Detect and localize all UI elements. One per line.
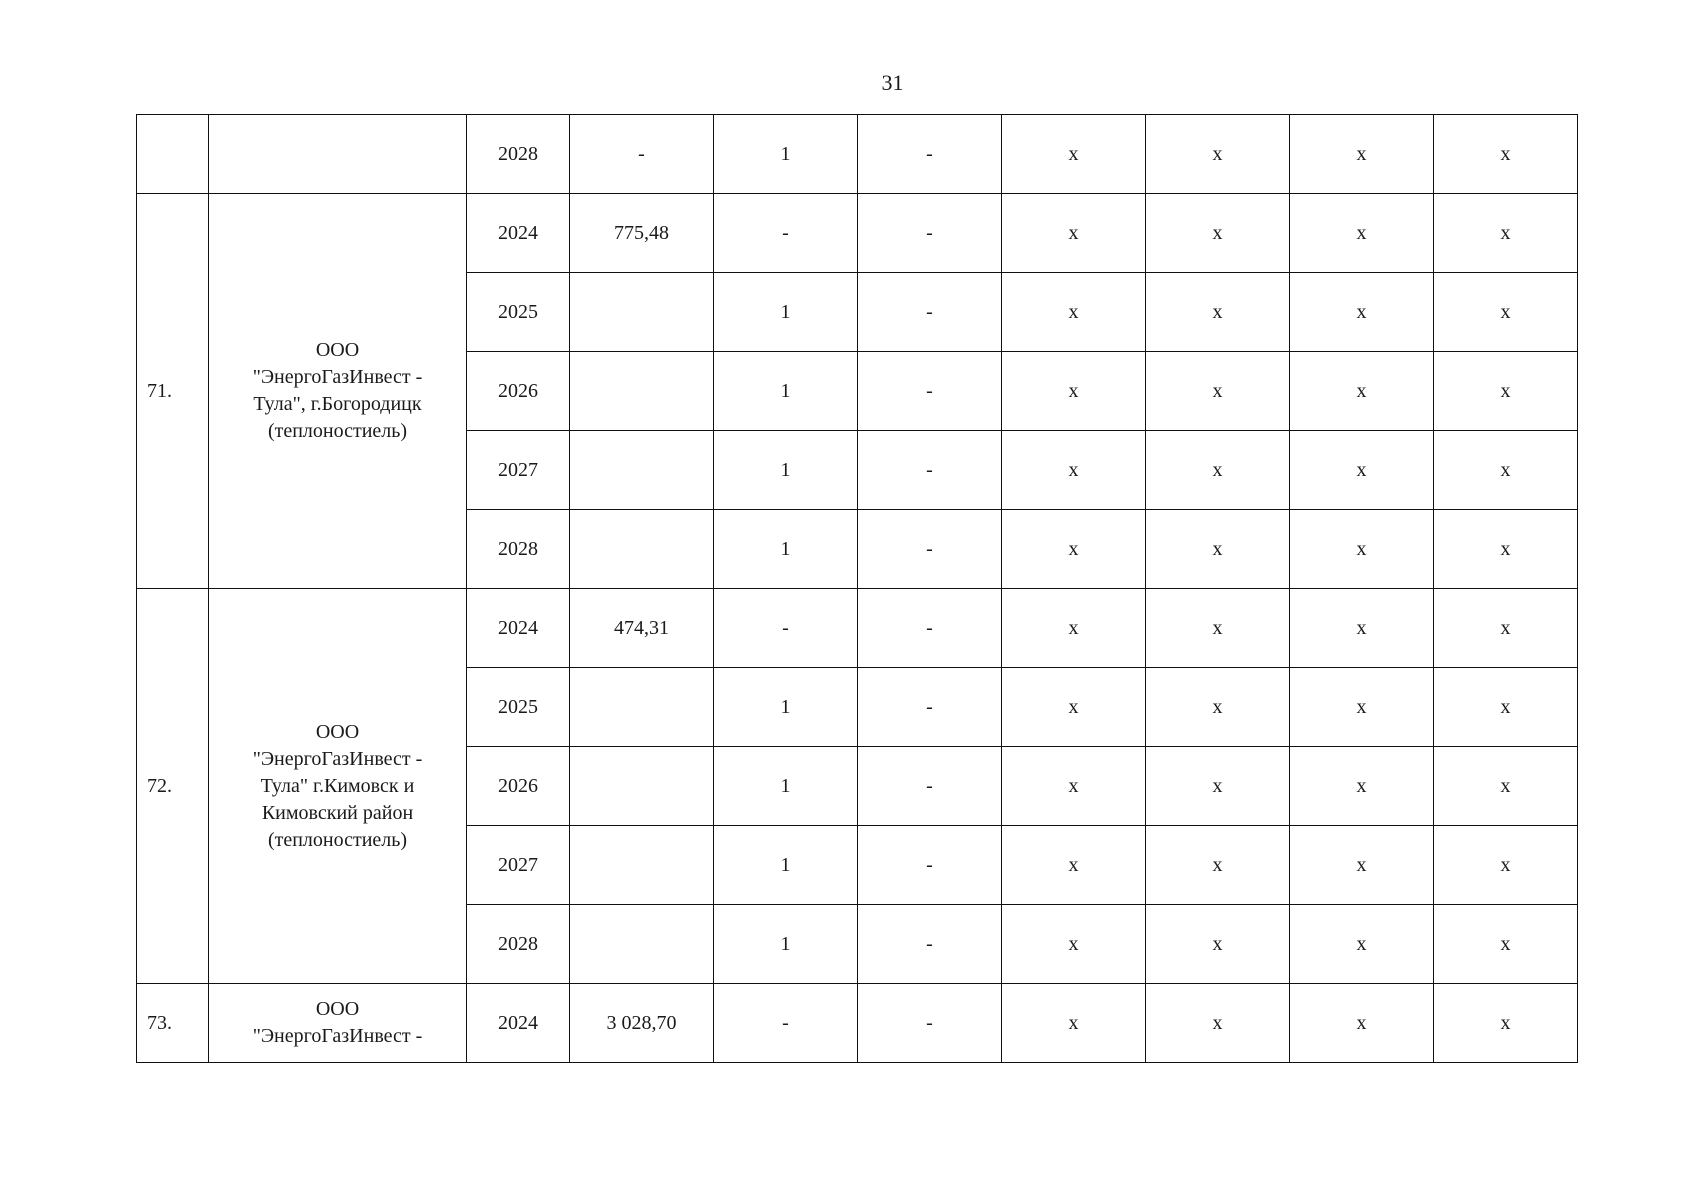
x-mark-cell: x [1434,431,1578,510]
x-mark-cell: x [1290,826,1434,905]
x-mark-cell: x [1002,984,1146,1063]
row-number-cell: 72. [137,589,209,984]
organization-name-line: (теплоностиель) [267,420,408,442]
x-mark-cell: x [1434,905,1578,984]
x-mark-cell: x [1146,747,1290,826]
row-number-cell: 71. [137,194,209,589]
value-cell: - [858,194,1002,273]
x-mark-cell: x [1434,273,1578,352]
year-cell: 2026 [467,352,570,431]
organization-name-line: "ЭнергоГазИнвест - [252,366,423,388]
table-row [137,984,1578,1063]
value-cell: 1 [714,747,858,826]
year-cell: 2027 [467,826,570,905]
x-mark-cell: x [1290,431,1434,510]
organization-name-line: Кимовский район [261,801,414,824]
x-mark-cell: x [1002,510,1146,589]
x-mark-cell: x [1434,984,1578,1063]
amount-cell [570,273,714,352]
organization-name-line: Тула" г.Кимовск и [260,774,415,797]
organization-cell [209,984,467,1063]
amount-cell [570,431,714,510]
table-row [137,589,1578,668]
x-mark-cell: x [1434,589,1578,668]
x-mark-cell: x [1434,352,1578,431]
x-mark-cell: x [1146,115,1290,194]
year-cell: 2024 [467,194,570,273]
x-mark-cell: x [1434,510,1578,589]
organization-cell [209,194,467,589]
organization-name-line: "ЭнергоГазИнвест - [252,747,423,770]
year-cell: 2024 [467,984,570,1063]
x-mark-cell: x [1146,905,1290,984]
x-mark-cell: x [1290,115,1434,194]
row-number-cell: 73. [137,984,209,1063]
x-mark-cell: x [1290,589,1434,668]
value-cell: - [858,273,1002,352]
value-cell: - [858,747,1002,826]
value-cell: - [858,510,1002,589]
row-number-cell [137,115,209,194]
table-body [137,115,1578,1063]
organization-cell [209,115,467,194]
x-mark-cell: x [1146,826,1290,905]
value-cell: - [858,589,1002,668]
organization-name-line: ООО [315,998,360,1020]
year-cell: 2024 [467,589,570,668]
organization-name-line: ООО [315,339,360,361]
x-mark-cell: x [1434,194,1578,273]
x-mark-cell: x [1146,589,1290,668]
page-number: 31 [881,70,904,95]
x-mark-cell: x [1002,431,1146,510]
value-cell: 1 [714,510,858,589]
value-cell: - [858,115,1002,194]
x-mark-cell: x [1290,905,1434,984]
x-mark-cell: x [1290,510,1434,589]
table-row [137,115,1578,194]
year-cell: 2025 [467,273,570,352]
x-mark-cell: x [1146,273,1290,352]
x-mark-cell: x [1434,115,1578,194]
organization-cell [209,589,467,984]
value-cell: - [858,668,1002,747]
x-mark-cell: x [1002,668,1146,747]
x-mark-cell: x [1290,984,1434,1063]
value-cell: 1 [714,352,858,431]
x-mark-cell: x [1290,352,1434,431]
amount-cell: 3 028,70 [570,984,714,1063]
year-cell: 2028 [467,905,570,984]
x-mark-cell: x [1002,905,1146,984]
value-cell: - [858,352,1002,431]
x-mark-cell: x [1002,273,1146,352]
x-mark-cell: x [1002,589,1146,668]
amount-cell [570,826,714,905]
x-mark-cell: x [1146,510,1290,589]
value-cell: 1 [714,431,858,510]
year-cell: 2027 [467,431,570,510]
x-mark-cell: x [1290,273,1434,352]
amount-cell: - [570,115,714,194]
value-cell: 1 [714,273,858,352]
year-cell: 2026 [467,747,570,826]
x-mark-cell: x [1002,352,1146,431]
amount-cell [570,352,714,431]
amount-cell [570,747,714,826]
amount-cell [570,510,714,589]
year-cell: 2028 [467,510,570,589]
x-mark-cell: x [1146,194,1290,273]
organization-name-line: (теплоностиель) [267,828,408,851]
organization-name-line: "ЭнергоГазИнвест - [252,1025,423,1047]
year-cell: 2025 [467,668,570,747]
x-mark-cell: x [1002,747,1146,826]
amount-cell: 474,31 [570,589,714,668]
x-mark-cell: x [1290,668,1434,747]
year-cell: 2028 [467,115,570,194]
value-cell: - [714,194,858,273]
table-row [137,194,1578,273]
data-table [136,114,1578,1063]
x-mark-cell: x [1002,826,1146,905]
x-mark-cell: x [1434,826,1578,905]
x-mark-cell: x [1290,194,1434,273]
value-cell: - [714,589,858,668]
x-mark-cell: x [1002,115,1146,194]
amount-cell: 775,48 [570,194,714,273]
value-cell: 1 [714,826,858,905]
x-mark-cell: x [1146,668,1290,747]
value-cell: 1 [714,115,858,194]
x-mark-cell: x [1290,747,1434,826]
x-mark-cell: x [1146,431,1290,510]
value-cell: - [714,984,858,1063]
value-cell: - [858,826,1002,905]
value-cell: - [858,431,1002,510]
amount-cell [570,668,714,747]
value-cell: - [858,984,1002,1063]
x-mark-cell: x [1434,747,1578,826]
organization-name-line: ООО [315,720,360,743]
x-mark-cell: x [1146,984,1290,1063]
value-cell: 1 [714,905,858,984]
value-cell: 1 [714,668,858,747]
amount-cell [570,905,714,984]
x-mark-cell: x [1002,194,1146,273]
x-mark-cell: x [1146,352,1290,431]
organization-name-line: Тула", г.Богородицк [253,393,422,415]
value-cell: - [858,905,1002,984]
x-mark-cell: x [1434,668,1578,747]
